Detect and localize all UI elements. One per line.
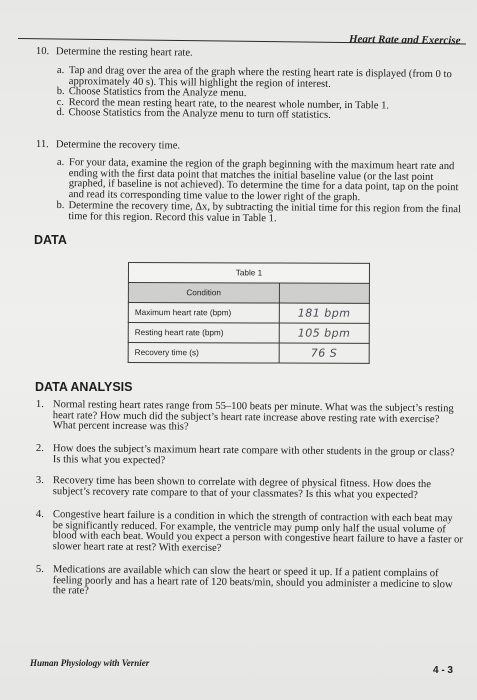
subitem-c: c. Record the mean resting heart rate, to the nearest whole number, in Table 1.: [56, 96, 390, 111]
table-row: [128, 343, 369, 364]
table-header-condition: Condition: [128, 283, 279, 304]
analysis-question-3: 3. Recovery time has been shown to correlate with degree of physical fitness. How does the subject’s recovery rate compare to that of your classmates? Is this what you expected?: [35, 475, 432, 501]
subitem-b: b. Choose Statistics from the Analyze menu.: [56, 85, 247, 99]
subitem-b: b. Determine the recovery time, Δx, by subtracting the initial time for this region from the final time for this region. Record this value in Table 1.: [56, 199, 462, 224]
step-number: 10.: [35, 46, 50, 58]
analysis-question-4: 4. Congestive heart failure is a condition in which the strength of contraction with each beat may be significantly reduced. For example, the ventricle may pump only half the usual volume of blood with each beat. Would you expect a person with congestive heart failure to have a faster or slower heart rate at rest? With exercise?: [35, 509, 463, 554]
row-label: Recovery time (s): [128, 343, 279, 364]
row-label: Resting heart rate (bpm): [128, 323, 279, 344]
step-11: [35, 139, 462, 152]
step-10: [35, 46, 462, 59]
table-caption: Table 1: [128, 263, 369, 284]
analysis-question-5: 5. Medications are available which can slow the heart or speed it up. If a patient complains of feeling poorly and has a heart rate of 120 beats/min, should you administer a medicine to slow the rate?: [35, 564, 453, 597]
step-number: 11.: [35, 139, 49, 151]
table-header-value: [279, 283, 369, 303]
subitem-d: d. Choose Statistics from the Analyze menu to turn off statistics.: [56, 106, 331, 121]
analysis-question-2: 2. How does the subject’s maximum heart rate compare with other students in the group or class? Is this what you expected?: [35, 443, 455, 466]
footer-book-title: Human Physiology with Vernier: [30, 658, 150, 668]
analysis-question-1: 1. Normal resting heart rates range from 55–100 beats per minute. What was the subject’s resting heart rate? How much did the subject’s heart rate increase above resting rate with exercise? What percent increase was this?: [35, 399, 454, 433]
page-number: 4 - 3: [432, 665, 453, 676]
table-row: [128, 323, 369, 344]
table-row: [128, 303, 369, 324]
subitem-a: a. For your data, examine the region of the graph beginning with the maximum heart rate and ending with the first data point that matches the initial baseline value (or the last point graphed, if baseline is not achieved). To determine the time for a data point, tap on the point and read its corresponding time value to the lower right of the graph.: [56, 157, 459, 203]
step-10-subitems: [56, 66, 462, 123]
handwritten-value: 105 bpm: [279, 323, 369, 343]
step-text: Determine the resting heart rate.: [55, 46, 193, 59]
subitem-a: a. Tap and drag over the area of the graph where the resting heart rate is displayed (from 0 to approximately 40 s). This will highlight the region of interest.: [56, 65, 452, 90]
step-text: Determine the recovery time.: [55, 139, 181, 152]
data-analysis-heading: DATA ANALYSIS: [35, 380, 133, 394]
step-11-subitems: [56, 158, 462, 226]
data-table: [128, 262, 370, 364]
handwritten-value: 181 bpm: [279, 303, 369, 323]
data-heading: DATA: [34, 233, 67, 247]
row-label: Maximum heart rate (bpm): [128, 303, 279, 324]
handwritten-value: 76 S: [279, 343, 369, 363]
running-header: Heart Rate and Exercise: [349, 33, 462, 47]
